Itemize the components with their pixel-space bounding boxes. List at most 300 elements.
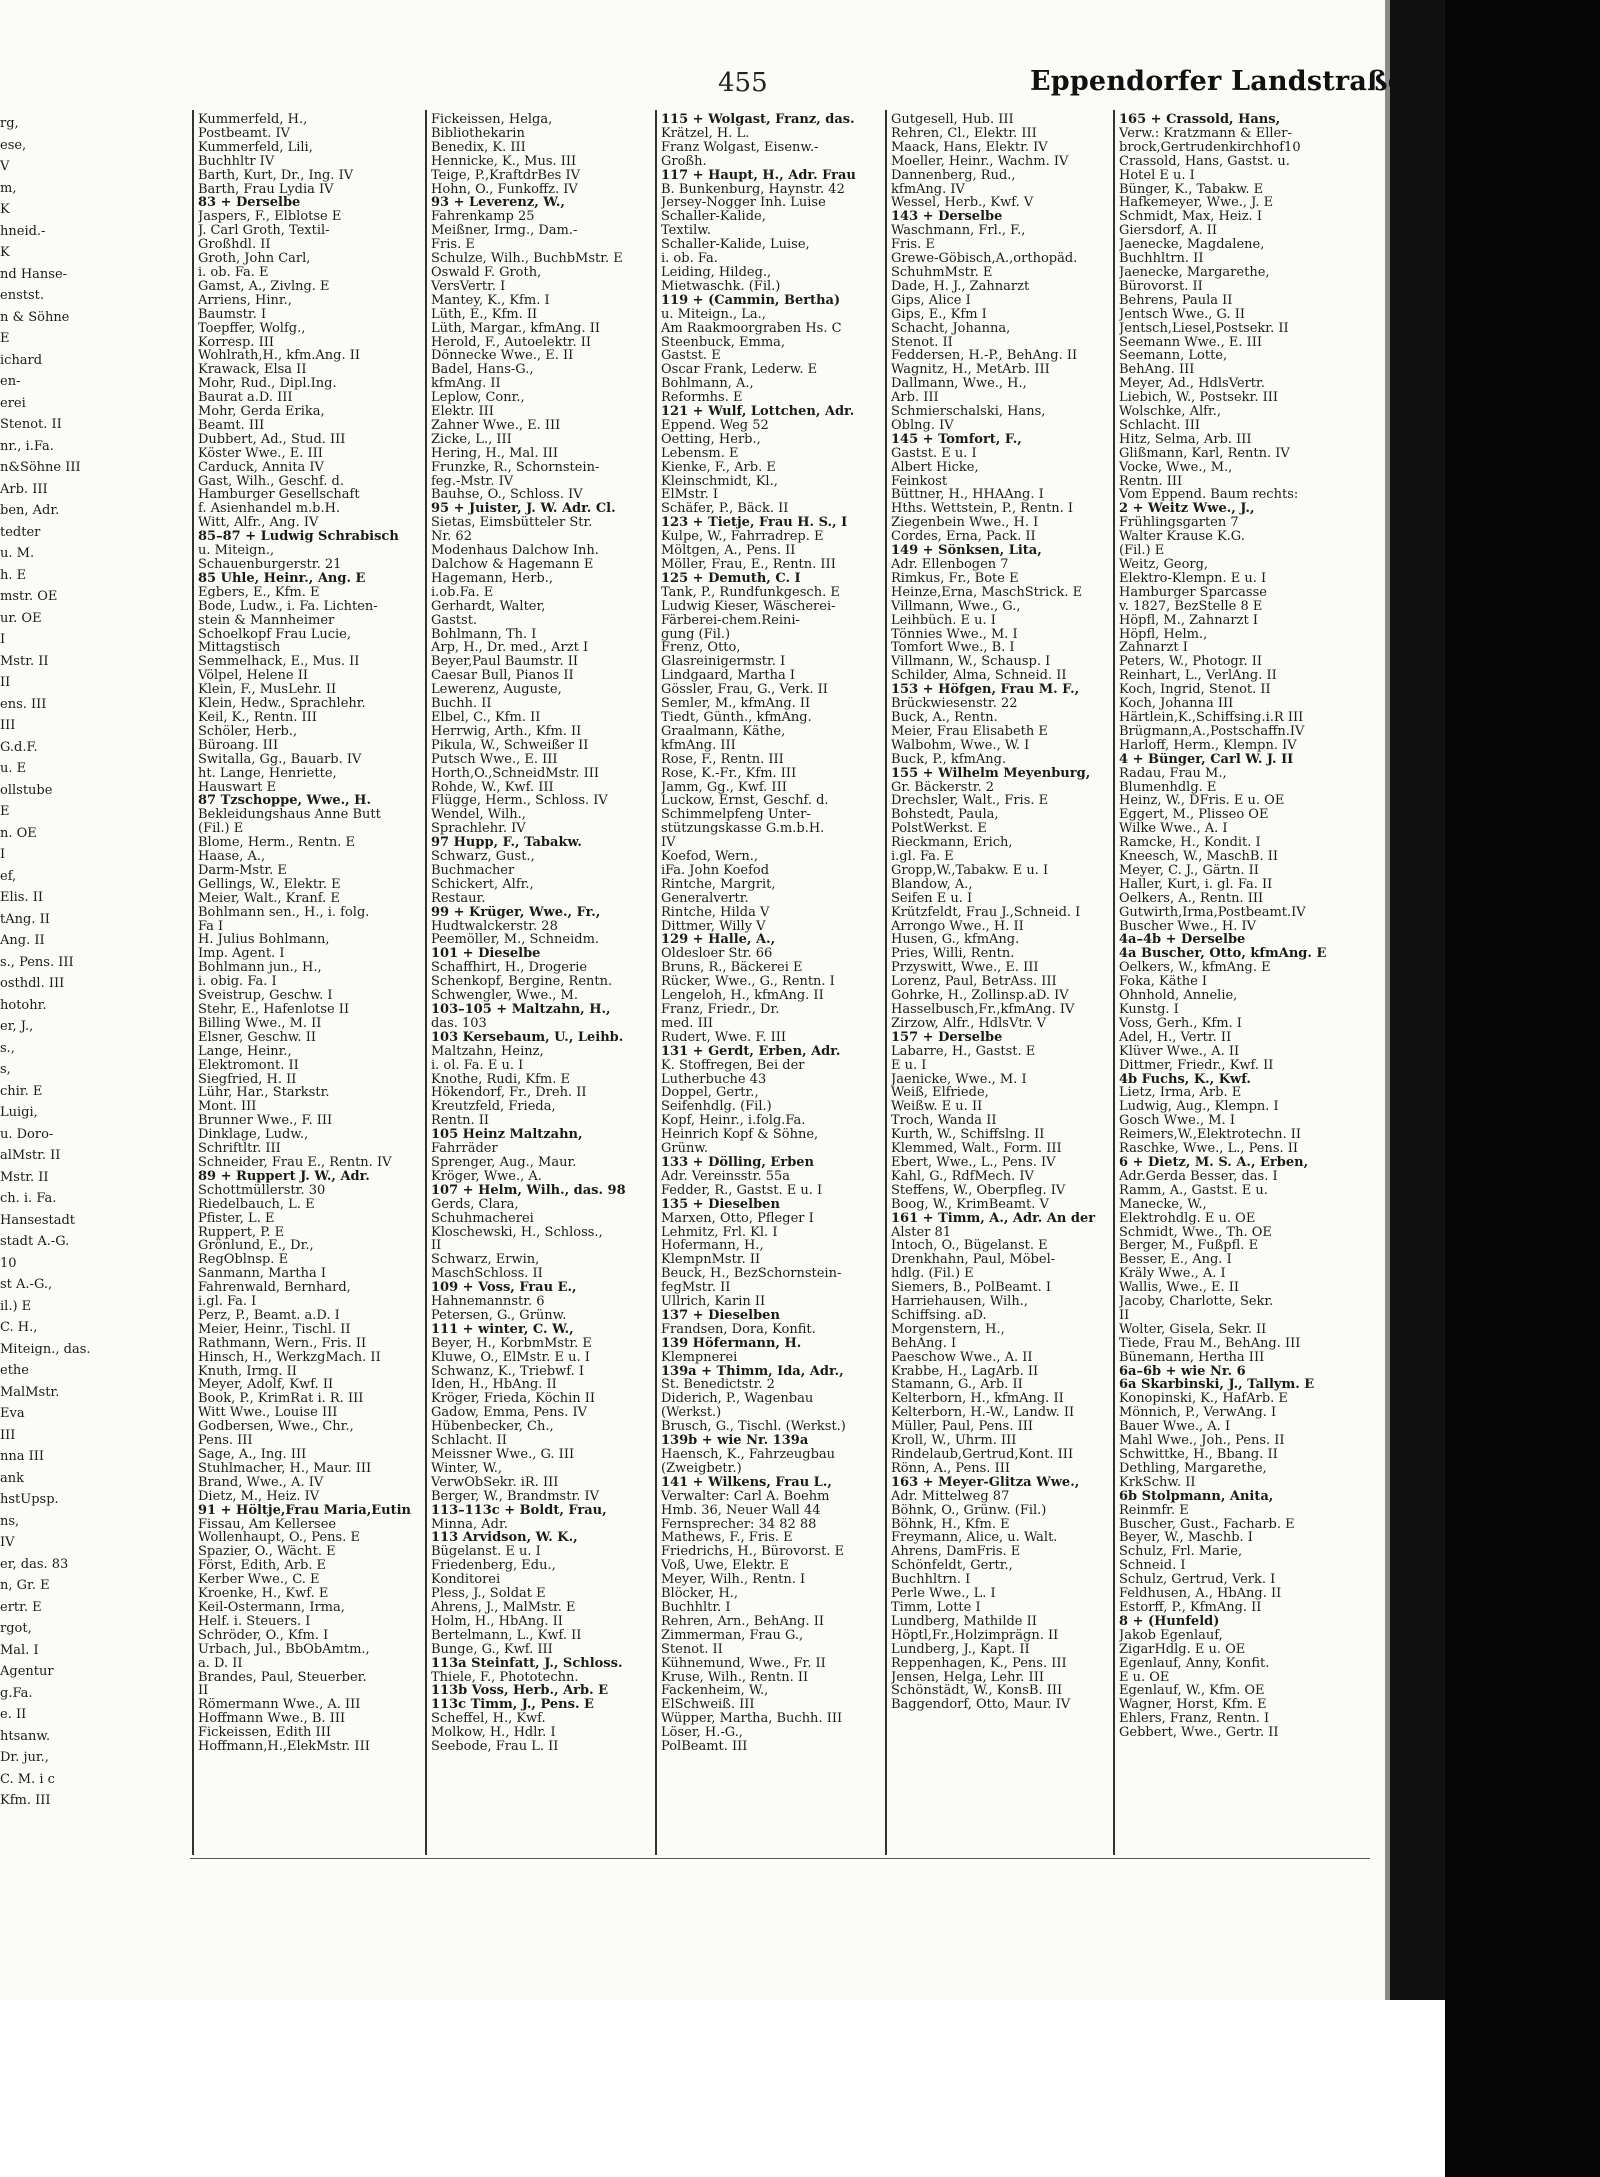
house-number-entry: 129 + Halle, A., (661, 933, 776, 948)
resident-entry: i.gl. Fa. E (891, 850, 954, 864)
resident-entry: Oldesloer Str. 66 (661, 947, 773, 962)
resident-entry: hdlg. (Fil.) E (891, 1267, 974, 1282)
resident-entry: Gropp,W.,Tabakw. E u. I (891, 863, 1049, 878)
resident-entry: Höpfl, M., Zahnarzt I (1119, 613, 1258, 628)
margin-fragment: n. OE (0, 825, 37, 841)
resident-entry: (Fil.) E (1119, 544, 1165, 558)
resident-entry: Sprachlehr. IV (431, 822, 526, 837)
resident-entry: Buck, A., Rentn. (891, 710, 998, 725)
resident-entry: Maack, Hans, Elektr. IV (891, 140, 1048, 155)
resident-entry: Grönlund, E., Dr., (198, 1239, 314, 1254)
resident-entry: St. Benedictstr. 2 (661, 1378, 775, 1393)
house-number-entry: 157 + Derselbe (891, 1030, 1003, 1045)
resident-entry: Reinhart, L., VerlAng. II (1119, 669, 1277, 684)
directory-column-1 (198, 113, 420, 1858)
margin-fragment: tAng. II (0, 911, 50, 927)
resident-entry: Adel, H., Vertr. II (1119, 1030, 1232, 1045)
resident-entry: Spazier, O., Wächt. E (198, 1545, 336, 1560)
resident-entry: Sage, A., Ing. III (198, 1448, 307, 1462)
resident-entry: Fickeissen, Edith III (198, 1726, 331, 1741)
resident-entry: Blome, Herm., Rentn. E (198, 836, 355, 851)
resident-entry: Hohn, O., Funkoffz. IV (431, 182, 578, 197)
resident-entry: Wallis, Wwe., E. II (1119, 1281, 1239, 1296)
margin-fragment: MalMstr. (0, 1384, 60, 1400)
resident-entry: Pfister, L. E (198, 1211, 275, 1226)
resident-entry: ElSchweiß. III (661, 1698, 755, 1713)
resident-entry: Großh. (661, 154, 707, 169)
margin-fragment: rg, (0, 116, 19, 131)
margin-fragment: nna III (0, 1449, 45, 1464)
resident-entry: Leplow, Conr., (431, 391, 525, 406)
resident-entry: Beamt. III (198, 418, 265, 433)
resident-entry: Kneesch, W., MaschB. II (1119, 850, 1279, 864)
resident-entry: Schöler, Herb., (198, 724, 298, 739)
resident-entry: PolBeamt. III (661, 1740, 748, 1754)
resident-entry: Hudtwalckerstr. 28 (431, 919, 558, 934)
house-number-entry: 83 + Derselbe (198, 196, 301, 211)
resident-entry: Tönnies Wwe., M. I (891, 627, 1018, 642)
resident-entry: Bauhse, O., Schloss. IV (431, 488, 583, 503)
resident-entry: Schulz, Gertrud, Verk. I (1119, 1573, 1276, 1588)
resident-entry: Gerds, Clara, (431, 1197, 519, 1212)
resident-entry: Teige, P.,KraftdrBes IV (431, 168, 580, 183)
resident-entry: Kopf, Heinr., i.folg.Fa. (661, 1114, 806, 1129)
house-number-entry: 87 Tzschoppe, Wwe., H. (198, 794, 371, 809)
resident-entry: Rimkus, Fr., Bote E (891, 571, 1019, 586)
resident-entry: Berger, W., Brandmstr. IV (431, 1489, 600, 1504)
margin-fragment: E (0, 331, 10, 346)
resident-entry: das. 103 (431, 1016, 487, 1031)
resident-entry: Fahrenkamp 25 (431, 210, 535, 225)
resident-entry: Frandsen, Dora, Konfit. (661, 1322, 816, 1337)
scan-bottom-margin (0, 2000, 1445, 2177)
resident-entry: Först, Edith, Arb. E (198, 1559, 327, 1574)
margin-fragment: G.d.F. (0, 739, 38, 755)
margin-fragment: htsanw. (0, 1728, 51, 1744)
resident-entry: Hoffmann,H.,ElekMstr. III (198, 1740, 370, 1754)
resident-entry: Rehren, Arn., BehAng. II (661, 1614, 825, 1629)
resident-entry: Rudert, Wwe. F. III (661, 1030, 786, 1045)
resident-entry: Dönnecke Wwe., E. II (431, 349, 574, 364)
margin-fragment: Agentur (0, 1664, 54, 1679)
column-rule (1113, 110, 1115, 1855)
resident-entry: Franz, Friedr., Dr. (661, 1003, 780, 1017)
resident-entry: Husen, G., kfmAng. (891, 933, 1020, 948)
margin-fragment: hneid.- (0, 223, 46, 239)
resident-entry: Jentsch,Liesel,Postsekr. II (1119, 321, 1289, 336)
resident-entry: Vom Eppend. Baum rechts: (1119, 488, 1299, 503)
resident-entry: Meier, Heinr., Tischl. II (198, 1322, 351, 1337)
resident-entry: Villmann, W., Schausp. I (891, 655, 1051, 670)
resident-entry: Fahrräder (431, 1142, 498, 1156)
house-number-entry: 103–105 + Maltzahn, H., (431, 1003, 611, 1017)
resident-entry: Toepffer, Wolfg., (198, 321, 306, 336)
resident-entry: Knuth, Irmg. II (198, 1364, 297, 1379)
column-rule (655, 110, 657, 1855)
resident-entry: Klein, Hedw., Sprachlehr. (198, 697, 366, 711)
resident-entry: Korresp. III (198, 335, 274, 350)
resident-entry: Keil-Ostermann, Irma, (198, 1600, 345, 1615)
resident-entry: Fris. E (431, 238, 475, 253)
page-bottom-edge (190, 1858, 1370, 1859)
resident-entry: Schneider, Frau E., Rentn. IV (198, 1155, 392, 1170)
house-number-entry: 103 Kersebaum, U., Leihb. (431, 1030, 624, 1045)
resident-entry: Voss, Gerh., Kfm. I (1119, 1016, 1242, 1031)
margin-fragment: er, J., (0, 1019, 34, 1034)
resident-entry: Troch, Wanda II (891, 1114, 997, 1129)
resident-entry: Krabbe, H., LagArb. II (891, 1364, 1039, 1379)
resident-entry: Blandow, A., (891, 877, 973, 892)
resident-entry: Elektromont. II (198, 1058, 299, 1073)
resident-entry: Kluwe, O., ElMstr. E u. I (431, 1350, 590, 1365)
margin-fragment: hotohr. (0, 997, 47, 1013)
margin-fragment: Mstr. II (0, 1169, 49, 1185)
margin-fragment: erei (0, 395, 26, 411)
resident-entry: Schäfer, P., Bäck. II (661, 502, 789, 517)
resident-entry: Gamst, A., Zivlng. E (198, 279, 330, 294)
resident-entry: Manecke, W., (1119, 1197, 1207, 1212)
margin-fragment: Hansestadt (0, 1212, 76, 1228)
margin-fragment: Arb. III (0, 481, 48, 497)
resident-entry: Jaenecke, Magdalene, (1119, 238, 1265, 253)
margin-fragment: III (0, 718, 16, 733)
house-number-entry: 105 Heinz Maltzahn, (431, 1128, 583, 1143)
resident-entry: Glasreinigermstr. I (661, 655, 786, 670)
resident-entry: Meyer, Adolf, Kwf. II (198, 1378, 334, 1393)
resident-entry: Egbers, E., Kfm. E (198, 585, 320, 600)
resident-entry: Adr. Ellenbogen 7 (891, 558, 1009, 572)
resident-entry: Römermann Wwe., A. III (198, 1698, 361, 1713)
resident-entry: Moeller, Heinr., Wachm. IV (891, 154, 1069, 169)
column-rule (192, 110, 194, 1855)
resident-entry: Fa I (198, 919, 224, 934)
resident-entry: Kienke, F., Arb. E (661, 460, 776, 475)
resident-entry: Schilder, Alma, Schneid. II (891, 669, 1067, 684)
resident-entry: Hths. Wettstein, P., Rentn. I (891, 502, 1074, 517)
resident-entry: i.ob.Fa. E (431, 585, 494, 600)
resident-entry: Arriens, Hinr., (198, 293, 292, 308)
resident-entry: Scheffel, H., Kwf. (431, 1712, 546, 1727)
house-number-entry: 161 + Timm, A., Adr. An der (891, 1211, 1096, 1226)
resident-entry: KrkSchw. II (1119, 1475, 1196, 1490)
resident-entry: Gosch Wwe., M. I (1119, 1114, 1235, 1129)
resident-entry: Ramm, A., Gastst. E u. (1119, 1183, 1268, 1198)
house-number-entry: 95 + Juister, J. W. Adr. Cl. (431, 502, 616, 517)
resident-entry: Jaenicke, Wwe., M. I (891, 1072, 1027, 1087)
resident-entry: iFa. John Koefod (661, 863, 770, 878)
resident-entry: Ehlers, Franz, Rentn. I (1119, 1712, 1270, 1727)
resident-entry: Kröger, Wwe., A. (431, 1169, 542, 1184)
resident-entry: Lange, Heinr., (198, 1044, 292, 1059)
resident-entry: Schaller-Kalide, (661, 210, 766, 225)
house-number-entry: 137 + Dieselben (661, 1308, 780, 1323)
resident-entry: Nr. 62 (431, 530, 472, 545)
resident-entry: Hoffmann Wwe., B. III (198, 1712, 346, 1727)
resident-entry: Brunner Wwe., F. III (198, 1114, 333, 1129)
resident-entry: Modenhaus Dalchow Inh. (431, 544, 599, 558)
resident-entry: Jentsch Wwe., G. II (1119, 307, 1245, 322)
resident-entry: Mönnich, P., VerwAng. I (1119, 1406, 1277, 1421)
resident-entry: E u. I (891, 1058, 927, 1073)
resident-entry: Stehr, E., Hafenlotse II (198, 1003, 350, 1017)
resident-entry: Fris. E (891, 238, 935, 253)
resident-entry: Mittagstisch (198, 641, 281, 656)
resident-entry: Grewe-Göbisch,A.,orthopäd. (891, 252, 1078, 266)
resident-entry: Villmann, Wwe., G., (891, 599, 1021, 614)
resident-entry: Radau, Frau M., (1119, 766, 1227, 781)
resident-entry: Feldhusen, A., HbAng. II (1119, 1587, 1282, 1601)
resident-entry: Restaur. (431, 891, 486, 906)
margin-fragment: IV (0, 1535, 15, 1550)
directory-column-2 (431, 113, 651, 1858)
margin-fragment: ethe (0, 1363, 29, 1378)
resident-entry: Haensch, K., Fahrzeugbau (661, 1448, 836, 1462)
resident-entry: Crassold, Hans, Gastst. u. (1119, 154, 1290, 169)
resident-entry: Hagemann, Herb., (431, 571, 554, 586)
margin-fragment: u. E (0, 761, 27, 776)
resident-entry: Hasselbusch,Fr.,kfmAng. IV (891, 1003, 1075, 1017)
resident-entry: Tomfort Wwe., B. I (891, 641, 1015, 656)
margin-fragment: st A.-G., (0, 1277, 53, 1292)
margin-fragment: hstUpsp. (0, 1492, 59, 1507)
resident-entry: Tiedt, Günth., kfmAng. (661, 710, 812, 725)
resident-entry: Buchhltrn. I (891, 1573, 971, 1588)
resident-entry: Frenz, Otto, (661, 641, 741, 656)
resident-entry: Bohlmann, A., (661, 377, 754, 392)
resident-entry: Jersey-Nogger Inh. Luise (661, 196, 826, 211)
resident-entry: Gerhardt, Walter, (431, 599, 546, 614)
resident-entry: Kelterborn, H., kfmAng. II (891, 1392, 1064, 1407)
resident-entry: Hofermann, H., (661, 1239, 764, 1254)
resident-entry: Meißner, Irmg., Dam.- (431, 224, 578, 239)
resident-entry: Kulpe, W., Fahrradrep. E (661, 530, 824, 545)
resident-entry: Mietwaschk. (Fil.) (661, 279, 781, 294)
resident-entry: Verw.: Kratzmann & Eller- (1119, 126, 1292, 141)
resident-entry: Franz Wolgast, Eisenw.- (661, 140, 819, 155)
house-number-entry: 131 + Gerdt, Erben, Adr. (661, 1044, 841, 1059)
resident-entry: Schaller-Kalide, Luise, (661, 238, 810, 253)
resident-entry: Kelterborn, H.-W., Landw. II (891, 1406, 1075, 1421)
resident-entry: Seebode, Frau L. II (431, 1740, 559, 1754)
resident-entry: Baurat a.D. III (198, 391, 293, 406)
resident-entry: Eggert, M., Plisseo OE (1119, 808, 1269, 823)
resident-entry: Kroll, W., Uhrm. III (891, 1434, 1017, 1448)
resident-entry: Postbeamt. IV (198, 126, 291, 141)
resident-entry: Bibliothekarin (431, 126, 525, 141)
resident-entry: Switalla, Gg., Bauarb. IV (198, 752, 362, 767)
resident-entry: Fissau, Am Kellersee (198, 1517, 337, 1532)
resident-entry: Gellings, W., Elektr. E (198, 877, 341, 892)
resident-entry: B. Bunkenburg, Haynstr. 42 (661, 182, 845, 197)
resident-entry: Zimmerman, Frau G., (661, 1628, 804, 1643)
resident-entry: Ziegenbein Wwe., H. I (891, 516, 1039, 531)
resident-entry: Lewerenz, Auguste, (431, 683, 562, 698)
resident-entry: Bohstedt, Paula, (891, 808, 999, 823)
resident-entry: Gastst. (431, 613, 478, 628)
resident-entry: Verwalter: Carl A. Boehm (661, 1489, 830, 1504)
margin-fragment: Stenot. II (0, 417, 62, 432)
house-number-entry: 163 + Meyer-Glitza Wwe., (891, 1475, 1080, 1490)
resident-entry: Lutherbuche 43 (661, 1072, 767, 1087)
resident-entry: Urbach, Jul., BbObAmtm., (198, 1642, 370, 1657)
resident-entry: Schauenburgerstr. 21 (198, 558, 342, 572)
resident-entry: Gastst. E u. I (891, 446, 977, 461)
resident-entry: Barth, Frau Lydia IV (198, 182, 334, 197)
margin-fragment: III (0, 1427, 16, 1443)
resident-entry: Buscher Wwe., H. IV (1119, 919, 1256, 934)
resident-entry: Elektrohdlg. E u. OE (1119, 1211, 1256, 1226)
resident-entry: Peters, W., Photogr. II (1119, 655, 1263, 670)
resident-entry: i.gl. Fa. I (198, 1295, 257, 1309)
resident-entry: Rintche, Hilda V (661, 905, 770, 920)
resident-entry: H. Julius Bohlmann, (198, 933, 330, 948)
resident-entry: Walbohm, Wwe., W. I (891, 738, 1030, 753)
resident-entry: kfmAng. IV (891, 182, 965, 197)
resident-entry: Bürovorst. II (1119, 279, 1203, 294)
resident-entry: Estorff, P., KfmAng. II (1119, 1600, 1262, 1615)
resident-entry: Wagner, Horst, Kfm. E (1119, 1698, 1267, 1713)
margin-fragment: en- (0, 374, 21, 389)
resident-entry: Klemmed, Walt., Form. III (891, 1142, 1062, 1156)
resident-entry: Morgenstern, H., (891, 1322, 1005, 1337)
resident-entry: Carduck, Annita IV (198, 460, 324, 475)
house-number-entry: 107 + Helm, Wilh., das. 98 (431, 1183, 626, 1198)
resident-entry: Am Raakmoorgraben Hs. C (661, 321, 842, 336)
resident-entry: Meyer, Wilh., Rentn. I (661, 1573, 806, 1588)
resident-entry: Gast, Wilh., Geschf. d. (198, 474, 344, 489)
resident-entry: Gohrke, H., Zollinsp.aD. IV (891, 989, 1069, 1003)
resident-entry: Schiffsing. aD. (891, 1308, 987, 1323)
resident-entry: Hotel E u. I (1119, 168, 1195, 183)
resident-entry: Peemöller, M., Schneidm. (431, 933, 600, 948)
resident-entry: Tiede, Frau M., BehAng. III (1119, 1336, 1301, 1351)
resident-entry: Caesar Bull, Pianos II (431, 669, 574, 684)
margin-fragment: tedter (0, 524, 41, 540)
resident-entry: Stenot. II (891, 335, 953, 350)
resident-entry: Siegfried, H. II (198, 1072, 297, 1087)
resident-entry: Raschke, Wwe., L., Pens. II (1119, 1142, 1299, 1156)
resident-entry: Ramcke, H., Kondit. I (1119, 836, 1261, 851)
house-number-entry: 123 + Tietje, Frau H. S., I (661, 516, 848, 531)
resident-entry: Schlacht. II (431, 1434, 507, 1448)
house-number-entry: 135 + Dieselben (661, 1197, 780, 1212)
resident-entry: Graalmann, Käthe, (661, 724, 786, 739)
resident-entry: Dinklage, Ludw., (198, 1128, 309, 1143)
resident-entry: Giersdorf, A. II (1119, 224, 1218, 239)
resident-entry: Schwarz, Erwin, (431, 1253, 540, 1268)
resident-entry: Blöcker, H., (661, 1587, 739, 1601)
resident-entry: Wessel, Herb., Kwf. V (891, 196, 1034, 211)
resident-entry: Schulze, Wilh., BuchbMstr. E (431, 252, 623, 266)
margin-fragment: ese, (0, 137, 27, 153)
house-number-entry: 139b + wie Nr. 139a (661, 1434, 809, 1448)
margin-fragment: n & Söhne (0, 309, 70, 325)
resident-entry: Semmelhack, E., Mus. II (198, 655, 360, 670)
resident-entry: Boog, W., KrimBeamt. V (891, 1197, 1049, 1212)
resident-entry: Schwarz, Gust., (431, 850, 535, 864)
resident-entry: Arrongo Wwe., H. II (891, 919, 1024, 934)
resident-entry: Kräly Wwe., A. I (1119, 1267, 1226, 1282)
resident-entry: Weiß, Elfriede, (891, 1086, 989, 1101)
house-number-entry: 6 + Dietz, M. S. A., Erben, (1119, 1155, 1309, 1170)
resident-entry: Marxen, Otto, Pfleger I (661, 1211, 814, 1226)
resident-entry: stützungskasse G.m.b.H. (661, 822, 825, 837)
resident-entry: Seemann, Lotte, (1119, 349, 1228, 364)
resident-entry: Sanmann, Martha I (198, 1267, 327, 1282)
resident-entry: Buck, P., kfmAng. (891, 752, 1007, 767)
margin-fragment: s, (0, 1062, 11, 1077)
resident-entry: Böhnk, H., Kfm. E (891, 1517, 1010, 1532)
resident-entry: Bode, Ludw., i. Fa. Lichten- (198, 599, 378, 614)
resident-entry: Frühlingsgarten 7 (1119, 516, 1239, 531)
resident-entry: Helf. i. Steuers. I (198, 1614, 311, 1629)
house-number-entry: 153 + Höfgen, Frau M. F., (891, 683, 1080, 698)
resident-entry: Schickert, Alfr., (431, 877, 534, 892)
margin-fragment: ens. III (0, 696, 47, 712)
margin-fragment: er, das. 83 (0, 1556, 69, 1572)
resident-entry: Bohlmann, Th. I (431, 627, 537, 642)
resident-entry: Kreutzfeld, Frieda, (431, 1100, 556, 1115)
resident-entry: Mohr, Gerda Erika, (198, 405, 325, 419)
margin-fragment: ertr. E (0, 1599, 42, 1615)
resident-entry: Schriftltr. III (198, 1142, 281, 1156)
resident-entry: Jakob Egenlauf, (1119, 1628, 1223, 1643)
resident-entry: Bertelmann, L., Kwf. II (431, 1628, 582, 1643)
margin-fragment: C. M. i c (0, 1771, 55, 1787)
resident-entry: Buchh. II (431, 697, 492, 711)
resident-entry: Flügge, Herm., Schloss. IV (431, 794, 608, 809)
resident-entry: RegOblnsp. E (198, 1253, 289, 1268)
margin-fragment: Kfm. III (0, 1793, 51, 1808)
resident-entry: Hamburger Sparcasse (1119, 585, 1267, 600)
resident-entry: Elsner, Geschw. II (198, 1030, 316, 1045)
resident-entry: Cordes, Erna, Pack. II (891, 530, 1036, 545)
resident-entry: Rintche, Margrit, (661, 877, 776, 892)
resident-entry: Rücker, Wwe., G., Rentn. I (661, 975, 835, 990)
resident-entry: Dethling, Margarethe, (1119, 1461, 1267, 1476)
margin-fragment: enstst. (0, 288, 44, 303)
resident-entry: VerwObSekr. iR. III (431, 1475, 559, 1490)
resident-entry: Reppenhagen, K., Pens. III (891, 1656, 1067, 1671)
resident-entry: Witt Wwe., Louise III (198, 1406, 338, 1421)
house-number-entry: 2 + Weitz Wwe., J., (1119, 502, 1255, 517)
resident-entry: Wendel, Wilh., (431, 808, 526, 823)
margin-fragment: chir. E (0, 1083, 43, 1099)
resident-entry: Klein, F., MusLehr. II (198, 683, 337, 698)
house-number-entry: 143 + Derselbe (891, 210, 1003, 225)
resident-entry: Brügmann,A.,Postschaffn.IV (1119, 724, 1305, 739)
resident-entry: Buchhltr. I (661, 1600, 731, 1615)
resident-entry: Fackenheim, W., (661, 1684, 769, 1699)
resident-entry: Blumenhdlg. E (1119, 780, 1217, 795)
resident-entry: gung (Fil.) (661, 627, 731, 642)
resident-entry: brock,Gertrudenkirchhof10 (1119, 140, 1301, 155)
column-rule (885, 110, 887, 1855)
resident-entry: Jacoby, Charlotte, Sekr. (1119, 1295, 1274, 1309)
resident-entry: Lühr, Har., Starkstr. (198, 1086, 330, 1101)
page-number: 455 (718, 68, 768, 98)
resident-entry: Konopinski, K., HafArb. E (1119, 1392, 1288, 1407)
resident-entry: Wollenhaupt, O., Pens. E (198, 1531, 360, 1546)
house-number-entry: 133 + Dölling, Erben (661, 1155, 815, 1170)
resident-entry: Schlacht. III (1119, 418, 1201, 433)
resident-entry: Härtlein,K.,Schiffsing.i.R III (1119, 710, 1304, 725)
resident-entry: Hamburger Gesellschaft (198, 488, 360, 503)
resident-entry: Kloschewski, H., Schloss., (431, 1225, 603, 1240)
resident-entry: Höptl,Fr.,Holzimprägn. II (891, 1628, 1059, 1643)
margin-fragment: nd Hanse- (0, 266, 68, 282)
margin-fragment: I (0, 632, 6, 647)
